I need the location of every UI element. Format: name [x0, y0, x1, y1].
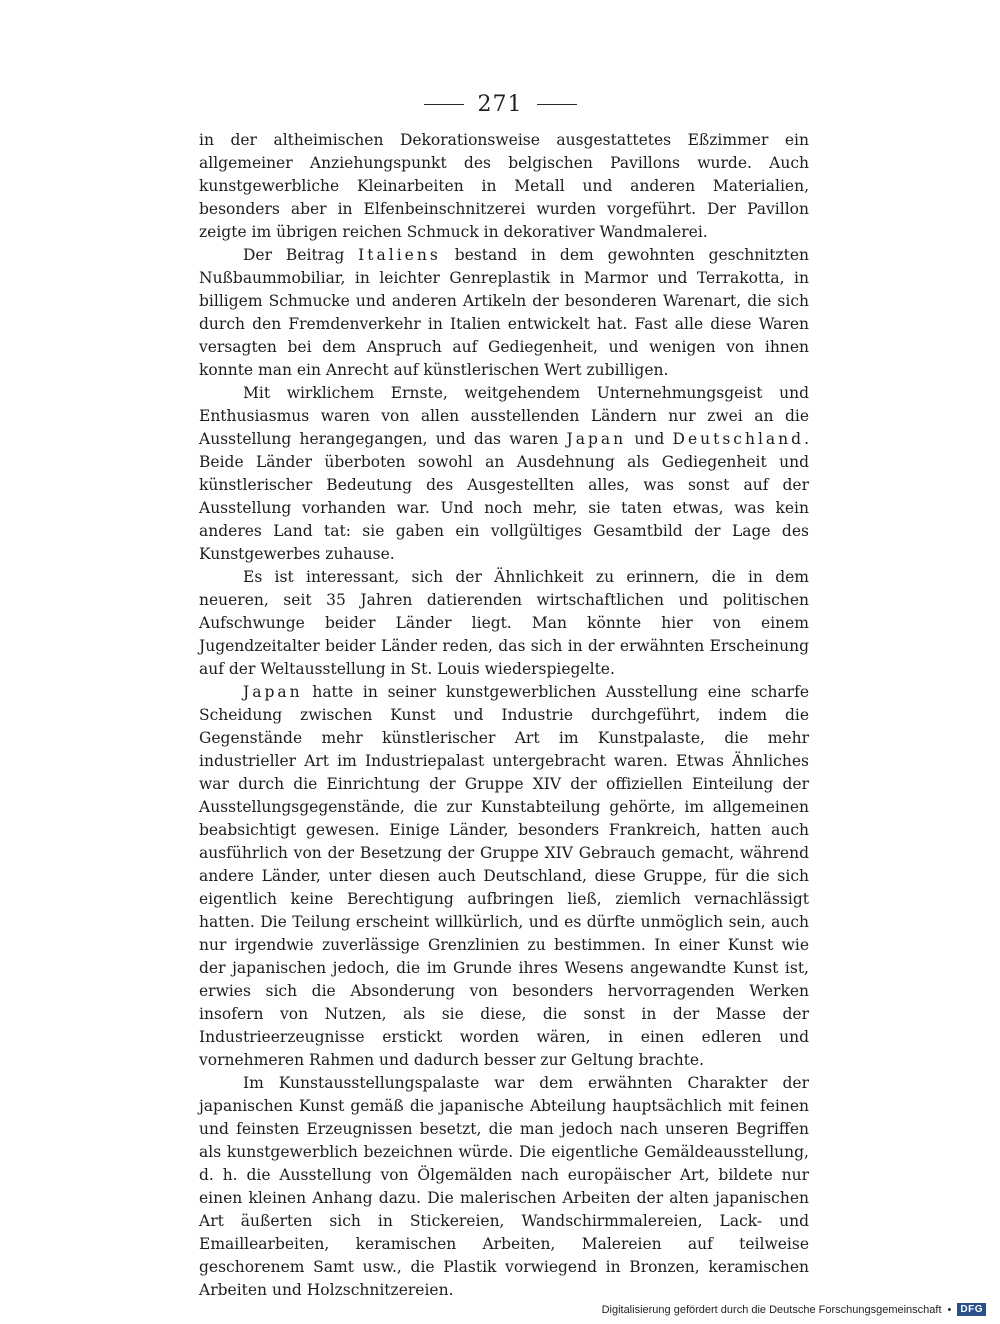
paragraph-text: bestand in dem gewohnten geschnitzten Nußbaummobiliar, in leichter Genreplastik in Marmor und Terrakotta, in billigem Schmucke und anderen Artikeln der besonderen Warenart, die sich durch den Fremdenverkehr in Italien entwickelt hat. Fast alle diese Waren versagten bei dem Anspruch auf Gediegenheit, und wenigen von ihnen konnte man ein Anrecht auf künstlerischen Wert zubilligen. — [199, 246, 809, 379]
credit-text: Digitalisierung gefördert durch die Deutsche Forschungsgemeinschaft — [601, 1303, 942, 1316]
digitization-credit — [602, 1303, 986, 1316]
paragraph-text: in der altheimischen Dekorationsweise ausgestattetes Eßzimmer ein allgemeiner Anziehungspunkt des belgischen Pavillons wurde. Auch kunstgewerbliche Kleinarbeiten in Metall und anderen Materialien, besonders aber in Elfenbeinschnitzerei wurden vorgeführt. Der Pavillon zeigte im übrigen reichen Schmuck in dekorativer Wandmalerei. — [199, 131, 809, 241]
paragraph-similarity — [199, 566, 809, 681]
body-text — [199, 129, 809, 1302]
paragraph-belgian-pavilion — [199, 129, 809, 244]
emphasized-country-name: Japan — [243, 683, 303, 701]
header-rule-left — [424, 104, 464, 105]
paragraph-japan-exhibition — [199, 681, 809, 1072]
emphasized-country-name: Japan — [566, 430, 627, 448]
paragraph-text: und — [626, 430, 673, 448]
paragraph-text: . Beide Länder überboten sowohl an Ausdehnung als Gediegenheit und künstlerischer Bedeutung des Ausgestellten alles, was sonst auf der Ausstellung vorhanden war. Und noch mehr, sie taten etwas, was kein anderes Land tat: sie gaben ein vollgültiges Gesamtbild der Lage des Kunstgewerbes zuhause. — [199, 430, 809, 563]
paragraph-text: hatte in seiner kunstgewerblichen Ausstellung eine scharfe Scheidung zwischen Kunst und Industrie durchgeführt, indem die Gegenstände mehr künstlerischer Art im Kunstpalaste, die mehr industrieller Art im Industriepalast untergebracht waren. Etwas Ähnliches war durch die Einrichtung der Gruppe XIV der offiziellen Einteilung der Ausstellungsgegenstände, die zur Kunstabteilung gehörte, im allgemeinen beabsichtigt gewesen. Einige Länder, besonders Frankreich, hatten auch ausführlich von der Besetzung der Gruppe XIV Gebrauch gemacht, während andere Länder, unter diesen auch Deutschland, diese Gruppe, für die sich eigentlich keine Berechtigung aufbringen ließ, ziemlich vernachlässigt hatten. Die Teilung erscheint willkürlich, und es dürfte unmöglich sein, auch nur irgendwie zuverlässige Grenzlinien zu bestimmen. In einer Kunst wie der japanischen jedoch, die im Grunde ihres Wesens angewandte Kunst ist, erwies sich die Absonderung von besonders hervorragenden Werken insofern von Nutzen, als sie diese, die sonst in der Masse der Industrieerzeugnisse erstickt worden wären, in einen edleren und vornehmeren Rahmen und dadurch besser zur Geltung brachte. — [199, 683, 809, 1069]
credit-separator: • — [947, 1303, 952, 1316]
page-number: 271 — [477, 92, 523, 117]
header-rule-right — [537, 104, 577, 105]
paragraph-japan-germany — [199, 382, 809, 566]
paragraph-art-palace — [199, 1072, 809, 1302]
paragraph-text: Der Beitrag — [243, 246, 359, 264]
paragraph-text: Mit wirklichem Ernste, weitgehendem Unternehmungsgeist und Enthusiasmus waren von allen ausstellenden Ländern nur zwei an die Ausstellung herangegangen, und das waren — [199, 384, 809, 448]
paragraph-text: Es ist interessant, sich der Ähnlichkeit zu erinnern, die in dem neueren, seit 35 Jahren datierenden wirtschaftlichen und politischen Aufschwunge beider Länder liegt. Man könnte hier von einem Jugendzeitalter beider Länder reden, das sich in der erwähnten Erscheinung auf der Weltausstellung in St. Louis wiederspiegelte. — [199, 568, 809, 678]
paragraph-text: Im Kunstausstellungspalaste war dem erwähnten Charakter der japanischen Kunst gemäß die japanische Abteilung hauptsächlich mit feinen und feinsten Erzeugnissen besetzt, die man jedoch nach unseren Begriffen als kunstgewerblich bezeichnen würde. Die eigentliche Gemäldeausstellung, d. h. die Ausstellung von Ölgemälden nach europäischer Art, bildete nur einen kleinen Anhang dazu. Die malerischen Arbeiten der alten japanischen Art äußerten sich in Stickereien, Wandschirmmalereien, Lack- und Emaillearbeiten, keramischen Arbeiten, Malereien auf teilweise geschorenem Samt usw., die Plastik vorwiegend in Bronzen, keramischen Arbeiten und Holzschnitzereien. — [199, 1074, 809, 1299]
dfg-logo: DFG — [957, 1303, 986, 1316]
emphasized-country-name: Italiens — [358, 246, 441, 264]
page-header — [0, 92, 1000, 117]
emphasized-country-name: Deutschland — [672, 430, 805, 448]
paragraph-italy — [199, 244, 809, 382]
